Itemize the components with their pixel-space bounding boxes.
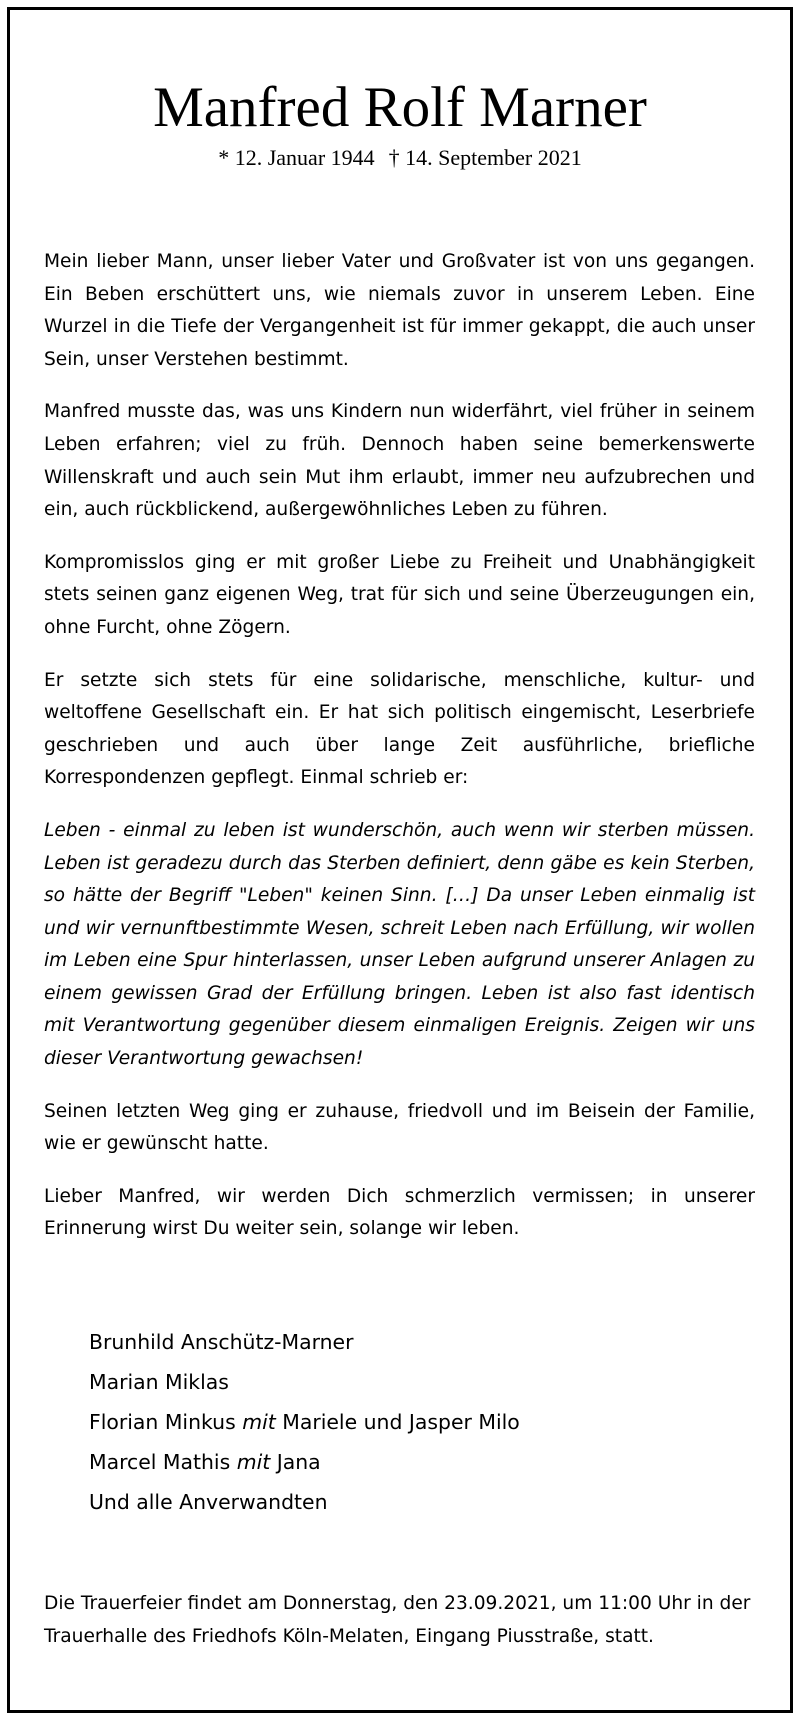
obituary-text xyxy=(44,246,755,1266)
paragraph: Manfred musste das, was uns Kindern nun widerfährt, viel früher in seinem Leben erfahren; viel zu früh. Dennoch haben seine bemerkenswerte Willenskraft und auch sein Mut ihm erlaubt, immer neu aufzubrechen und ein, auch rückblickend, außergewöhnliches Leben zu führen. xyxy=(44,401,755,521)
mourners-list xyxy=(89,1322,520,1522)
deceased-name: Manfred Rolf Marner xyxy=(153,76,647,139)
mourner-companions: Mariele und Jasper Milo xyxy=(282,1410,520,1434)
mourner-companions: Jana xyxy=(276,1450,321,1474)
funeral-info xyxy=(44,1588,755,1653)
mourner: Marian Miklas xyxy=(89,1370,229,1394)
paragraph: Kompromisslos ging er mit großer Liebe zu Freiheit und Unabhängigkeit stets seinen ganz eigenen Weg, trat für sich und seine Überzeugungen ein, ohne Furcht, ohne Zögern. xyxy=(44,551,755,638)
funeral-text: Die Trauerfeier findet am Donnerstag, den 23.09.2021, um 11:00 Uhr in der Trauerhalle des Friedhofs Köln-Melaten, Eingang Piusstraße, statt. xyxy=(44,1593,751,1647)
death-date: † 14. September 2021 xyxy=(388,145,582,170)
paragraph: Seinen letzten Weg ging er zuhause, friedvoll und im Beisein der Familie, wie er gewünscht hatte. xyxy=(44,1100,755,1155)
paragraph: Er setzte sich stets für eine solidarische, menschliche, kultur- und weltoffene Gesellschaft ein. Er hat sich politisch eingemischt, Leserbriefe geschrieben und auch über lange Zeit ausführliche, briefliche Korrespondenzen gepflegt. Einmal schrieb er: xyxy=(44,669,755,789)
mourner xyxy=(89,1402,520,1442)
mourner-name: Florian Minkus xyxy=(89,1410,236,1434)
life-dates xyxy=(0,144,800,172)
quote-paragraph: Leben - einmal zu leben ist wunderschön, auch wenn wir sterben müssen. Leben ist geradezu durch das Sterben definiert, denn gäbe es kein Sterben, so hätte der Begriff "Leben" keinen Sinn. […] Da unser Leben einmalig ist und wir vernunftbestimmte Wesen, schreit Leben nach Erfüllung, wir wollen im Leben eine Spur hinterlassen, unser Leben aufgrund unserer Anlagen zu einem gewissen Grad der Erfüllung bringen. Leben ist also fast identisch mit Verantwortung gegenüber diesem einmaligen Ereignis. Zeigen wir uns dieser Verantwortung gewachsen! xyxy=(44,819,755,1070)
mourner xyxy=(89,1442,520,1482)
paragraph: Lieber Manfred, wir werden Dich schmerzlich vermissen; in unserer Erinnerung wirst Du weiter sein, solange wir leben. xyxy=(44,1185,755,1240)
mourner: Brunhild Anschütz-Marner xyxy=(89,1330,354,1354)
birth-date: * 12. Januar 1944 xyxy=(218,145,375,170)
mit-word: mit xyxy=(242,1410,276,1434)
mourner: Und alle Anverwandten xyxy=(89,1490,328,1514)
mit-word: mit xyxy=(236,1450,271,1474)
paragraph: Mein lieber Mann, unser lieber Vater und Großvater ist von uns gegangen. Ein Beben erschüttert uns, wie niemals zuvor in unserem Leben. Eine Wurzel in die Tiefe der Vergangenheit ist für immer gekappt, die auch unser Sein, unser Verstehen bestimmt. xyxy=(44,251,755,370)
mourner-name: Marcel Mathis xyxy=(89,1450,231,1474)
